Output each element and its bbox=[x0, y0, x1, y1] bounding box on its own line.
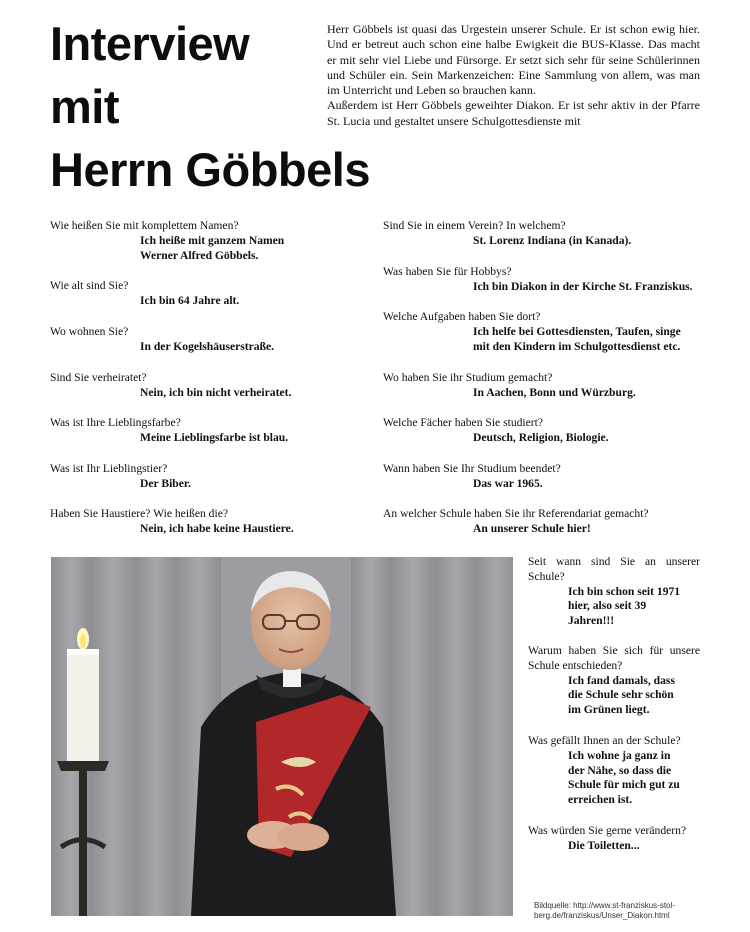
credit-line: berg.de/franziskus/Unser_Diakon.html bbox=[534, 911, 670, 920]
title-line: mit bbox=[50, 80, 119, 133]
question: Was würden Sie gerne verändern? bbox=[528, 824, 687, 837]
question: Seit wann sind Sie an unserer Schule? bbox=[528, 555, 700, 583]
question: Was ist Ihre Lieblingsfarbe? bbox=[50, 416, 181, 429]
intro-paragraph: Herr Göbbels ist quasi das Urgestein unserer Schule. Er ist schon ewig hier. Und er betreut auch schon eine halbe Ewigkeit die BUS-Klasse. Das macht er mit sehr viel Liebe und Fürsorge. Er setzt sich sehr für seine Schülerinnen und Schüler ein. Sein Markenzeichen: Eine Sammlung von allem, was man im Unterricht und Leben so brauchen kann. bbox=[327, 22, 700, 98]
question: An welcher Schule haben Sie ihr Referendariat gemacht? bbox=[383, 507, 649, 520]
qa-item bbox=[383, 310, 713, 354]
answer: St. Lorenz Indiana (in Kanada). bbox=[473, 233, 632, 247]
qa-item bbox=[50, 371, 380, 401]
qa-item bbox=[383, 265, 713, 295]
question: Warum haben Sie sich für unsere Schule entschieden? bbox=[528, 644, 700, 672]
qa-item bbox=[383, 507, 713, 537]
qa-item bbox=[50, 462, 380, 492]
qa-item bbox=[50, 416, 380, 446]
qa-item bbox=[50, 325, 380, 355]
answer: im Grünen liegt. bbox=[568, 703, 650, 717]
image-credit bbox=[534, 901, 709, 921]
page-title bbox=[50, 12, 370, 201]
answer: Ich helfe bei Gottesdiensten, Taufen, singe bbox=[473, 324, 681, 338]
answer: Ich bin 64 Jahre alt. bbox=[140, 293, 240, 307]
question: Was ist Ihr Lieblingstier? bbox=[50, 462, 168, 475]
answer: mit den Kindern im Schulgottesdienst etc. bbox=[473, 339, 681, 353]
answer: Die Toiletten... bbox=[568, 838, 640, 852]
answer: Ich wohne ja ganz in bbox=[568, 748, 671, 762]
answer: Schule für mich gut zu bbox=[568, 778, 680, 792]
qa-item bbox=[528, 644, 700, 718]
answer: Ich fand damals, dass bbox=[568, 673, 675, 687]
answer: Deutsch, Religion, Biologie. bbox=[473, 430, 609, 444]
answer: Meine Lieblingsfarbe ist blau. bbox=[140, 430, 289, 444]
qa-item bbox=[383, 462, 713, 492]
question: Sind Sie in einem Verein? In welchem? bbox=[383, 219, 566, 232]
intro-paragraph: Außerdem ist Herr Göbbels geweihter Diakon. Er ist sehr aktiv in der Pfarre St. Lucia und gestaltet unsere Schulgottesdienste mit bbox=[327, 98, 700, 128]
answer: die Schule sehr schön bbox=[568, 688, 674, 702]
question: Wo wohnen Sie? bbox=[50, 325, 129, 338]
qa-item bbox=[528, 555, 700, 629]
question: Welche Aufgaben haben Sie dort? bbox=[383, 310, 541, 323]
answer: Der Biber. bbox=[140, 476, 191, 490]
question: Was gefällt Ihnen an der Schule? bbox=[528, 734, 681, 747]
question: Wo haben Sie ihr Studium gemacht? bbox=[383, 371, 553, 384]
answer: In der Kogelshäuserstraße. bbox=[140, 339, 275, 353]
question: Wann haben Sie Ihr Studium beendet? bbox=[383, 462, 561, 475]
answer: An unserer Schule hier! bbox=[473, 521, 591, 535]
answer: Werner Alfred Göbbels. bbox=[140, 248, 259, 262]
answer: Ich heiße mit ganzem Namen bbox=[140, 233, 285, 247]
intro-text bbox=[327, 22, 700, 129]
question: Was haben Sie für Hobbys? bbox=[383, 265, 512, 278]
answer: Ich bin schon seit 1971 bbox=[568, 584, 681, 598]
answer: Jahren!!! bbox=[568, 614, 615, 628]
answer: Ich bin Diakon in der Kirche St. Franziskus. bbox=[473, 279, 693, 293]
qa-item bbox=[528, 824, 700, 854]
answer: der Nähe, so dass die bbox=[568, 763, 672, 777]
qa-item bbox=[528, 734, 700, 808]
qa-item bbox=[383, 219, 713, 249]
question: Sind Sie verheiratet? bbox=[50, 371, 147, 384]
credit-line: Bildquelle: http://www.st-franziskus-stol- bbox=[534, 901, 675, 910]
qa-item bbox=[50, 219, 380, 263]
question: Haben Sie Haustiere? Wie heißen die? bbox=[50, 507, 228, 520]
qa-item bbox=[383, 416, 713, 446]
answer: In Aachen, Bonn und Würzburg. bbox=[473, 385, 636, 399]
portrait-photo bbox=[51, 557, 513, 916]
question: Wie heißen Sie mit komplettem Namen? bbox=[50, 219, 239, 232]
qa-item bbox=[50, 507, 380, 537]
question: Wie alt sind Sie? bbox=[50, 279, 129, 292]
answer: Nein, ich habe keine Haustiere. bbox=[140, 521, 294, 535]
question: Welche Fächer haben Sie studiert? bbox=[383, 416, 544, 429]
answer: erreichen ist. bbox=[568, 793, 633, 807]
qa-item bbox=[50, 279, 380, 309]
qa-item bbox=[383, 371, 713, 401]
answer: Das war 1965. bbox=[473, 476, 543, 490]
title-line: Interview bbox=[50, 17, 250, 70]
title-line: Herrn Göbbels bbox=[50, 143, 370, 196]
answer: hier, also seit 39 bbox=[568, 599, 647, 613]
answer: Nein, ich bin nicht verheiratet. bbox=[140, 385, 292, 399]
